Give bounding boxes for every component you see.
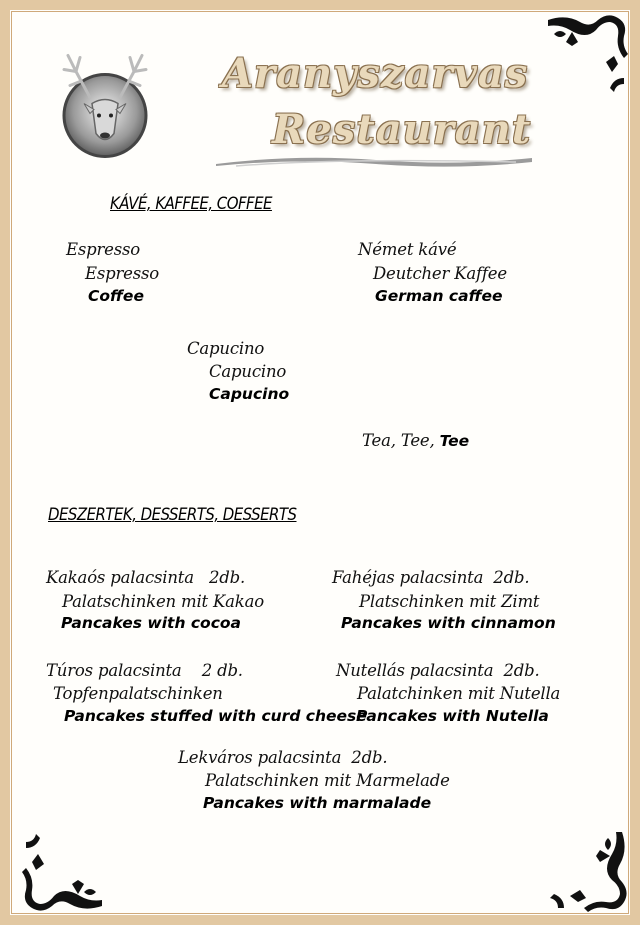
corner-ornament-icon <box>546 830 630 914</box>
menu-item-en: Capucino <box>209 385 290 403</box>
menu-item-de: Deutcher Kaffee <box>373 264 507 283</box>
menu-item-en: Pancakes with Nutella <box>356 707 549 725</box>
menu-item-hu: Nutellás palacsinta 2db. <box>336 661 540 680</box>
menu-item-hu: Espresso <box>66 240 140 259</box>
corner-ornament-icon <box>546 12 630 96</box>
tea-item-prefix: Tea, Tee, <box>362 431 440 450</box>
menu-item-hu: Lekváros palacsinta 2db. <box>178 748 388 767</box>
menu-item-de: Platschinken mit Zimt <box>359 592 540 611</box>
corner-ornament-icon <box>20 830 104 914</box>
tea-item <box>362 431 469 450</box>
menu-item-hu: Fahéjas palacsinta 2db. <box>332 568 530 587</box>
menu-item-en: Coffee <box>88 287 144 305</box>
menu-item-en: Pancakes with cocoa <box>61 614 242 632</box>
title-swoosh-icon <box>216 152 532 170</box>
menu-item-de: Topfenpalatschinken <box>53 684 223 703</box>
menu-item-en: Pancakes with marmalade <box>203 794 432 812</box>
tea-item-en: Tee <box>439 432 470 450</box>
menu-item-de: Palatchinken mit Nutella <box>357 684 561 703</box>
menu-item-hu: Német kávé <box>358 240 457 259</box>
menu-item-de: Palatschinken mit Kakao <box>62 592 264 611</box>
menu-item-en: Pancakes with cinnamon <box>341 614 556 632</box>
menu-item-en: Pancakes stuffed with curd cheese <box>64 707 367 725</box>
menu-item-de: Palatschinken mit Marmelade <box>205 771 450 790</box>
menu-item-en: German caffee <box>375 287 503 305</box>
coffee-heading: KÁVÉ, KAFFEE, COFFEE <box>110 194 272 214</box>
menu-item-de: Espresso <box>85 264 159 283</box>
menu-item-hu: Kakaós palacsinta 2db. <box>46 568 246 587</box>
menu-item-de: Capucino <box>209 362 287 381</box>
menu-item-hu: Capucino <box>187 339 265 358</box>
restaurant-name: Aranyszarvas <box>222 50 529 97</box>
deer-logo-icon <box>46 22 164 187</box>
menu-item-hu: Túros palacsinta 2 db. <box>46 661 243 680</box>
dessert-heading: DESZERTEK, DESSERTS, DESSERTS <box>48 505 297 525</box>
restaurant-subtitle: Restaurant <box>272 106 532 153</box>
